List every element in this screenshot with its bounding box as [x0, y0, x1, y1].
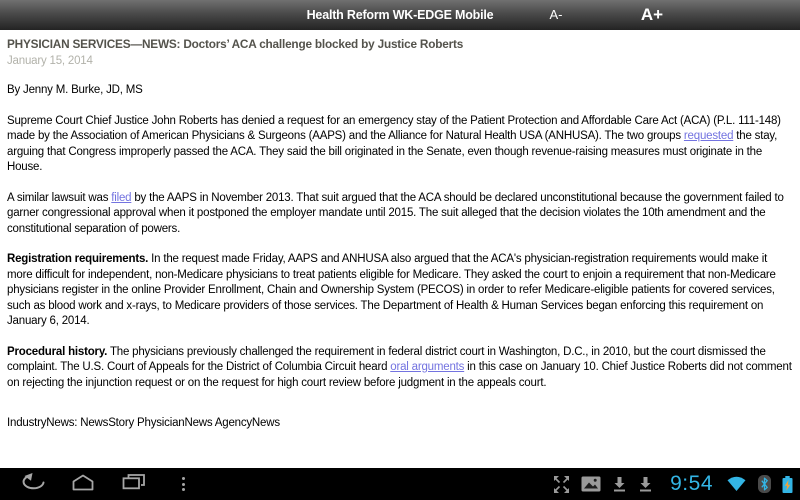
navigation-buttons — [0, 468, 208, 500]
home-icon — [70, 473, 96, 496]
wifi-icon — [726, 476, 747, 492]
text-segment: in this case on January 10. Chief Justice Roberts did not comment on rejecting the injunction request or on the request for high court review before judgment in the appeals court. — [7, 361, 792, 389]
font-increase-button[interactable]: A+ — [628, 0, 676, 30]
article-byline: By Jenny M. Burke, JD, MS — [7, 84, 143, 96]
menu-overflow-icon — [182, 477, 185, 491]
article-paragraph — [7, 252, 794, 330]
recents-button[interactable] — [108, 468, 158, 500]
text-segment: The physicians previously challenged the requirement in federal district court in Washington, D.C., in 2010, but the court dismissed the complaint. The U.S. Court of Appeals for the District of Columbia Circuit heard — [7, 345, 766, 373]
inline-link[interactable]: oral arguments — [390, 361, 465, 373]
article-date: January 15, 2014 — [7, 55, 93, 67]
gallery-icon — [581, 476, 601, 492]
text-segment: Procedural history. — [7, 345, 108, 358]
text-segment: In the request made Friday, AAPS and ANHUSA also argued that the ACA's physician-registration requirements would make it more difficult for independent, non-Medicare physicians to treat patients eligible for Medicare. They asked the court to enjoin a requirement that non-Medicare physicians register in the online Provider Enrollment, Chain and Ownership System (PECOS) in order to refer Medicare-eligible patients for covered services, such as blood work and x-rays, to Medicare providers of those services. The Department of Health & Human Services began enforcing this requirement on January 6, 2014. — [7, 253, 776, 327]
status-area[interactable] — [553, 468, 800, 500]
app-title: Health Reform WK-EDGE Mobile — [306, 8, 494, 22]
article-paragraph — [7, 345, 794, 392]
article-tags: IndustryNews: NewsStory PhysicianNews AgencyNews — [7, 417, 280, 429]
fullscreen-icon — [553, 476, 570, 493]
inline-link[interactable]: requested — [683, 130, 734, 142]
article-paragraph — [7, 114, 794, 176]
text-segment: by the AAPS in November 2013. That suit argued that the ACA should be declared unconstitutional because the government failed to garner congressional approval when it postponed the employer mandate until 2015. The suit alleged that the decision violates the 10th amendment and the constitutional separation of powers. — [7, 191, 784, 235]
download-icon — [612, 476, 627, 492]
download-icon — [638, 476, 653, 492]
menu-button[interactable] — [158, 468, 208, 500]
recents-icon — [121, 473, 146, 496]
system-bar — [0, 468, 800, 500]
article-paragraph — [7, 191, 794, 238]
app-title-bar — [0, 0, 800, 30]
inline-link[interactable]: filed — [111, 191, 132, 204]
bluetooth-icon — [758, 475, 771, 493]
home-button[interactable] — [58, 468, 108, 500]
text-segment: Supreme Court Chief Justice John Roberts has denied a request for an emergency stay of the Patient Protection and Affordable Care Act (ACA) (P.L. 111-148) made by the Association of American Physicians & Surgeons (AAPS) and the Alliance for Natural Health USA (ANHUSA). The two groups — [7, 114, 781, 142]
clock: 9:54 — [670, 472, 713, 495]
font-decrease-button[interactable]: A- — [536, 0, 576, 30]
back-button[interactable] — [8, 468, 58, 500]
article-content[interactable] — [0, 30, 800, 468]
article-headline: PHYSICIAN SERVICES—NEWS: Doctors’ ACA challenge blocked by Justice Roberts — [7, 37, 464, 51]
text-segment: Registration requirements. — [7, 253, 149, 265]
battery-icon — [782, 476, 793, 493]
back-icon — [20, 473, 46, 495]
text-segment: A similar lawsuit was — [7, 191, 112, 204]
text-segment: the stay, arguing that Congress improperly passed the ACA. They said the bill originated in the Senate, even though revenue-raising measures must originate in the House. — [7, 130, 778, 173]
